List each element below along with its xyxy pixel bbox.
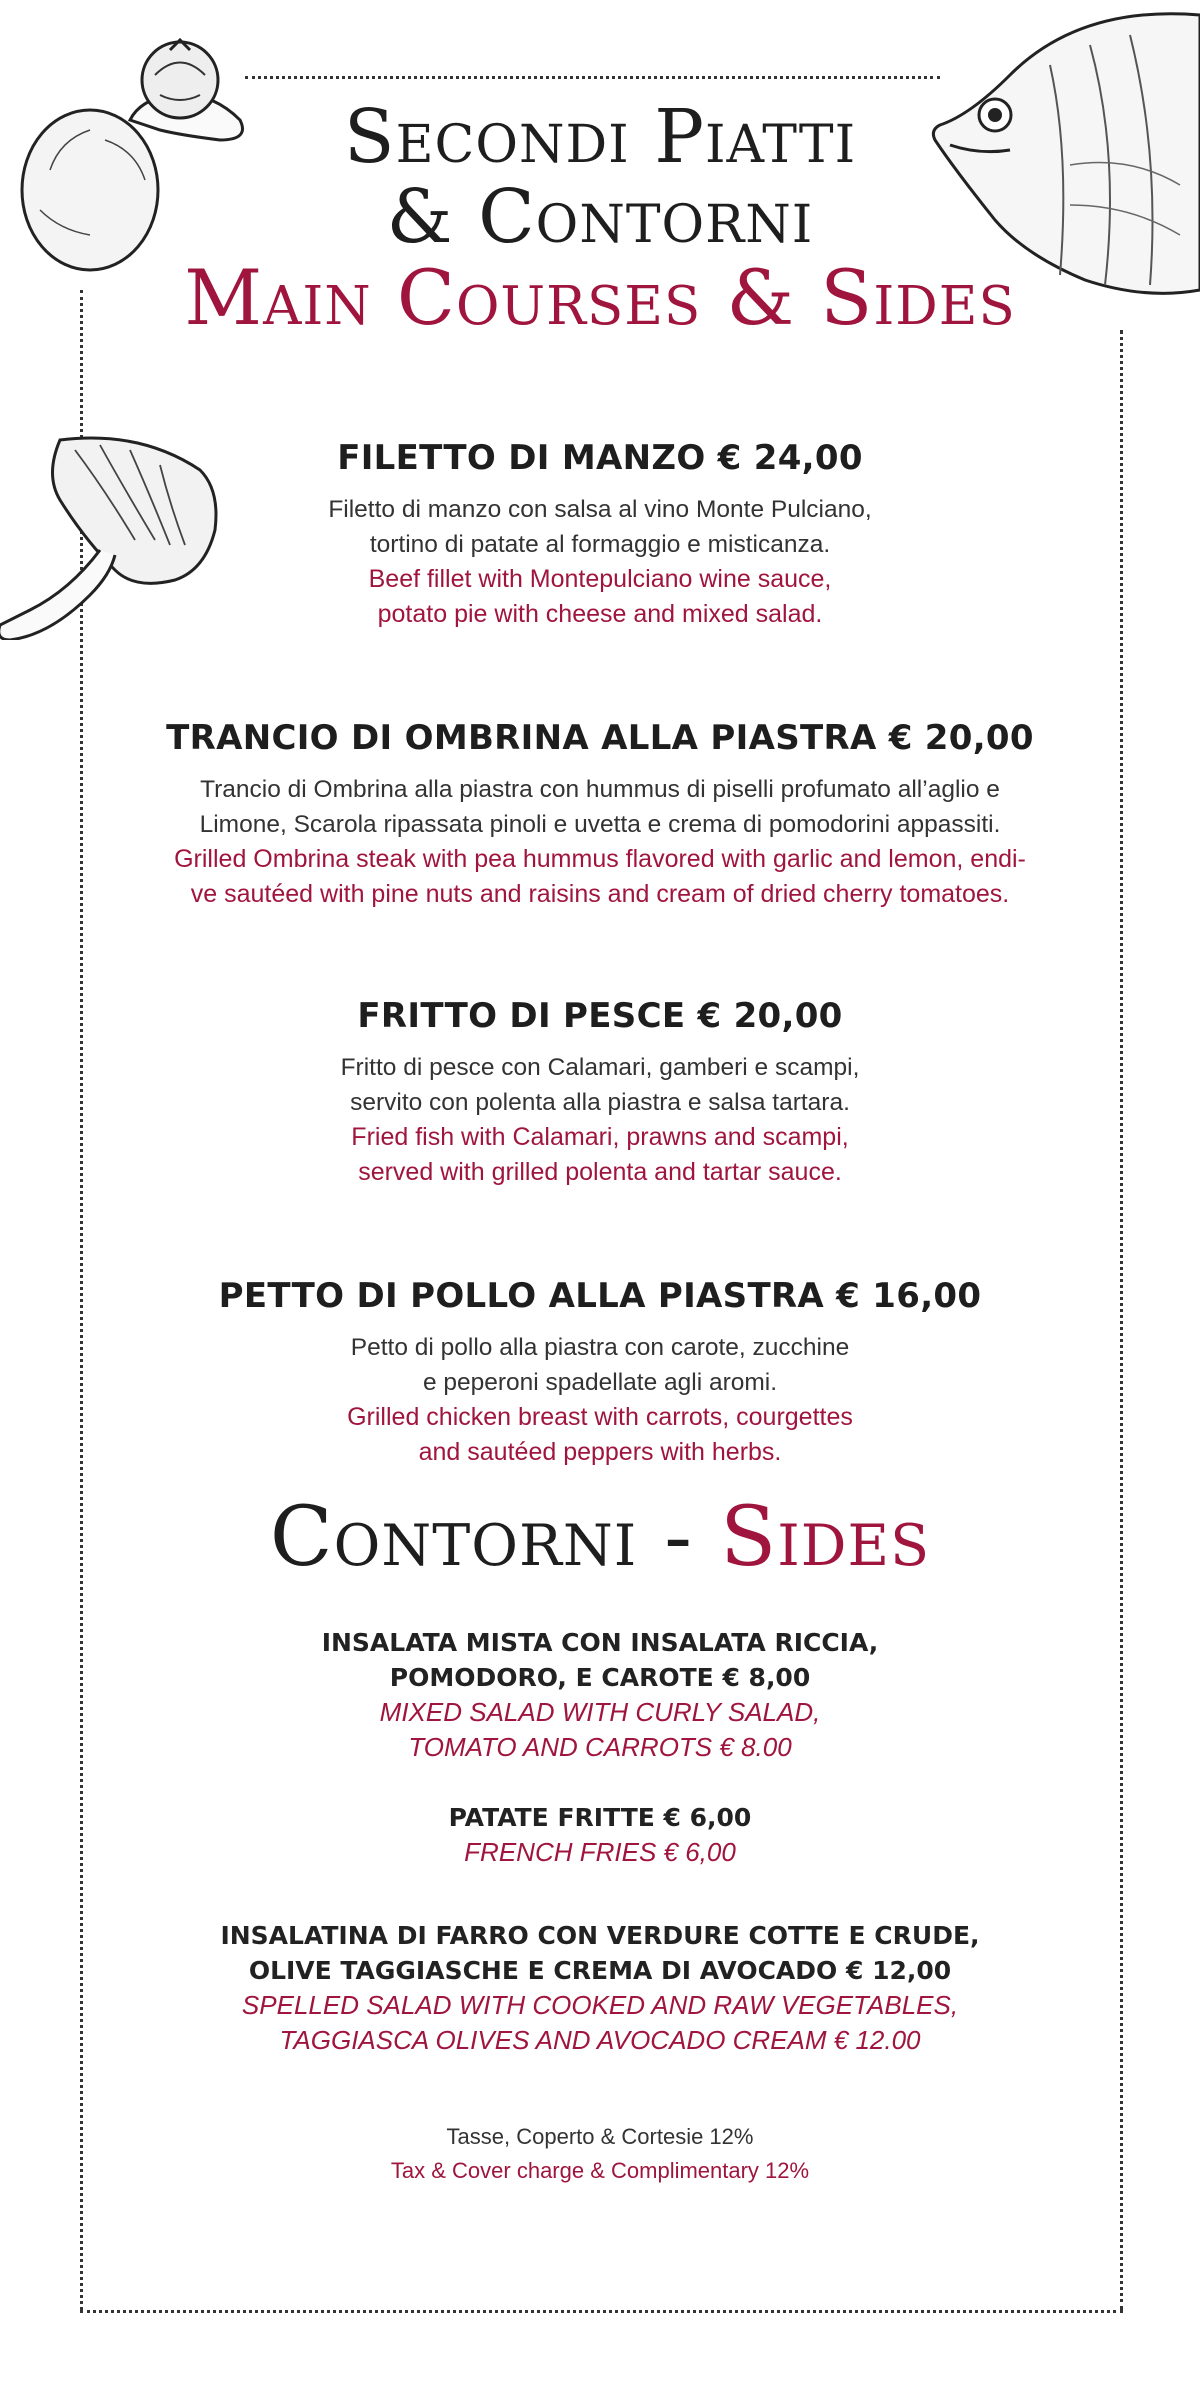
- side-patate-fritte: [80, 1800, 1120, 1870]
- sides-heading-english: Sides: [720, 1490, 931, 1585]
- sides-heading: [0, 1490, 1200, 1585]
- side-name-it: OLIVE TAGGIASCHE E CREMA DI AVOCADO € 12,00: [248, 1956, 952, 1985]
- dish-desc-it: tortino di patate al formaggio e misticanza.: [369, 531, 831, 558]
- dish-desc-en: potato pie with cheese and mixed salad.: [377, 600, 823, 628]
- dish-desc-it: Filetto di manzo con salsa al vino Monte Pulciano,: [328, 496, 872, 523]
- dish-name: TRANCIO DI OMBRINA ALLA PIASTRA € 20,00: [166, 718, 1034, 758]
- footer-text-it: Tasse, Coperto & Cortesie 12%: [446, 2124, 754, 2149]
- title-italian-line1: Secondi Piatti: [343, 94, 857, 180]
- frame-top-border: [245, 76, 940, 79]
- footer-note: [0, 2120, 1200, 2188]
- dish-fritto: [80, 996, 1120, 1190]
- side-name-en: MIXED SALAD WITH CURLY SALAD,: [379, 1697, 821, 1727]
- side-name-it: POMODORO, E CAROTE € 8,00: [389, 1663, 811, 1692]
- dish-filetto: [80, 438, 1120, 632]
- dish-name: FILETTO DI MANZO € 24,00: [337, 438, 863, 478]
- dish-desc-it: Limone, Scarola ripassata pinoli e uvetta e crema di pomodorini appassiti.: [199, 811, 1001, 838]
- dish-desc-it: Petto di pollo alla piastra con carote, zucchine: [350, 1334, 850, 1361]
- frame-right-border: [1120, 330, 1123, 2310]
- dish-desc-en: Grilled chicken breast with carrots, courgettes: [347, 1403, 853, 1431]
- dish-name: PETTO DI POLLO ALLA PIASTRA € 16,00: [218, 1276, 982, 1316]
- dish-name: FRITTO DI PESCE € 20,00: [357, 996, 843, 1036]
- side-name-en: TAGGIASCA OLIVES AND AVOCADO CREAM € 12.00: [279, 2025, 921, 2055]
- side-name-en: TOMATO AND CARROTS € 8.00: [408, 1732, 792, 1762]
- dish-desc-it: e peperoni spadellate agli aromi.: [422, 1369, 778, 1396]
- frame-bottom-border: [80, 2310, 1123, 2313]
- dish-desc-en: Grilled Ombrina steak with pea hummus flavored with garlic and lemon, endi-: [174, 845, 1026, 873]
- title-italian-line2: & Contorni: [386, 174, 814, 260]
- side-name-en: FRENCH FRIES € 6,00: [464, 1837, 736, 1867]
- page-header: [0, 94, 1200, 342]
- dish-desc-en: and sautéed peppers with herbs.: [418, 1438, 782, 1466]
- dish-ombrina: [80, 718, 1120, 912]
- dish-desc-en: served with grilled polenta and tartar sauce.: [358, 1158, 842, 1186]
- side-name-en: SPELLED SALAD WITH COOKED AND RAW VEGETABLES,: [241, 1990, 959, 2020]
- side-name-it: INSALATA MISTA CON INSALATA RICCIA,: [321, 1628, 879, 1657]
- footer-text-en: Tax & Cover charge & Complimentary 12%: [390, 2158, 810, 2183]
- side-insalatina-farro: [80, 1918, 1120, 2058]
- title-english: Main Courses & Sides: [184, 253, 1016, 342]
- sides-heading-italian: Contorni -: [269, 1490, 721, 1585]
- dish-desc-en: Beef fillet with Montepulciano wine sauce,: [368, 565, 832, 593]
- dish-desc-it: Fritto di pesce con Calamari, gamberi e scampi,: [340, 1054, 860, 1081]
- dish-pollo: [80, 1276, 1120, 1470]
- side-name-it: PATATE FRITTE € 6,00: [448, 1803, 752, 1832]
- dish-desc-it: servito con polenta alla piastra e salsa tartara.: [350, 1089, 850, 1116]
- dish-desc-en: ve sautéed with pine nuts and raisins and cream of dried cherry tomatoes.: [190, 880, 1010, 908]
- dish-desc-it: Trancio di Ombrina alla piastra con hummus di piselli profumato all’aglio e: [200, 776, 1000, 803]
- dish-desc-en: Fried fish with Calamari, prawns and scampi,: [351, 1123, 849, 1151]
- side-insalata-mista: [80, 1625, 1120, 1765]
- side-name-it: INSALATINA DI FARRO CON VERDURE COTTE E CRUDE,: [220, 1921, 980, 1950]
